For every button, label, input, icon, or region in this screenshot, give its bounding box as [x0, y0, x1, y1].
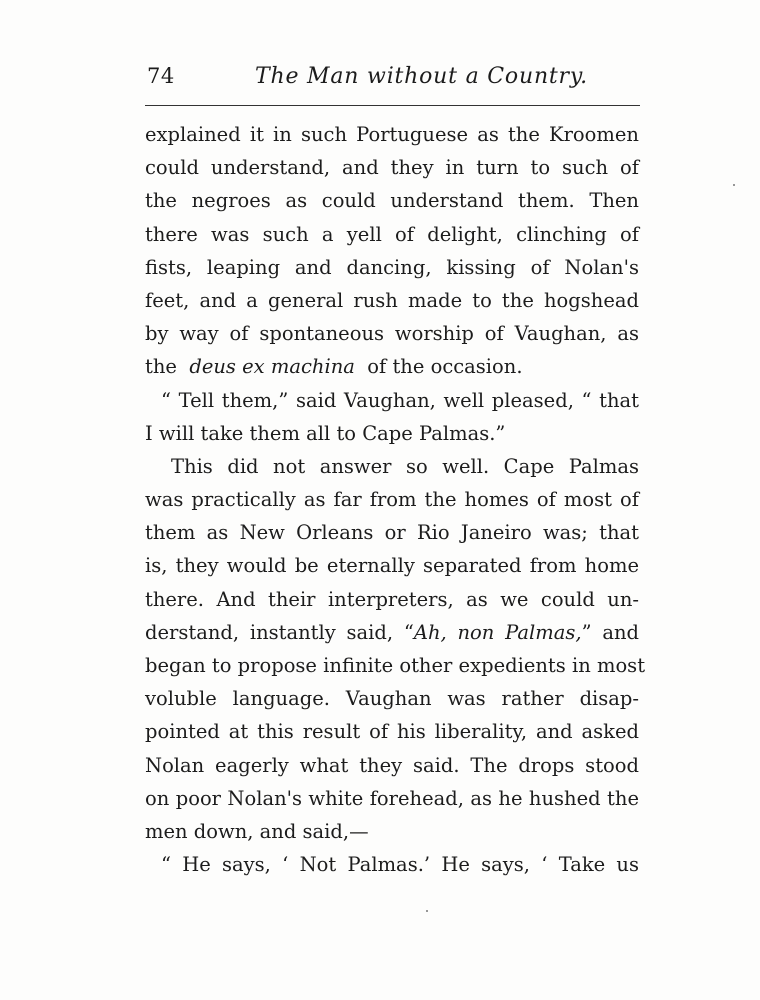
text-fragment: of the occasion.	[367, 355, 523, 379]
text-line: voluble language. Vaughan was rather disap-	[145, 687, 639, 711]
paper-speck	[733, 184, 735, 186]
text-line: is, they would be eternally separated from home	[145, 554, 639, 578]
text-line: was practically as far from the homes of most of	[145, 488, 639, 512]
body-text	[145, 118, 646, 881]
text-line: by way of spontaneous worship of Vaughan, as	[145, 322, 639, 346]
running-header	[145, 64, 640, 98]
text-line: “ Tell them,” said Vaughan, well pleased, “ that	[161, 388, 639, 412]
header-rule	[145, 105, 640, 106]
text-fragment: the	[145, 355, 177, 379]
text-line	[145, 350, 639, 383]
page-number: 74	[147, 64, 175, 88]
text-line: there. And their interpreters, as we could un-	[145, 587, 639, 611]
text-fragment: derstand, instantly said, “	[145, 620, 414, 644]
text-line: them as New Orleans or Rio Janeiro was; that	[145, 521, 639, 545]
text-line: explained it in such Portuguese as the Kroomen	[145, 123, 639, 146]
text-line: men down, and said,—	[145, 819, 369, 843]
text-line: there was such a yell of delight, clinching of	[145, 222, 639, 246]
italic-phrase: deus ex machina	[189, 355, 355, 379]
text-line: pointed at this result of his liberality, and asked	[145, 720, 639, 744]
running-title: The Man without a Country.	[255, 64, 588, 89]
text-fragment: ” and	[581, 620, 639, 644]
text-line: on poor Nolan's white forehead, as he hushed the	[145, 786, 639, 810]
text-line: feet, and a general rush made to the hogshead	[145, 288, 639, 312]
text-line: could understand, and they in turn to such of	[145, 156, 639, 180]
paper-speck	[426, 910, 428, 912]
text-line: fists, leaping and dancing, kissing of Nolan's	[145, 255, 639, 279]
text-line: This did not answer so well. Cape Palmas	[171, 454, 639, 478]
text-line: Nolan eagerly what they said. The drops stood	[145, 753, 639, 777]
text-line: I will take them all to Cape Palmas.”	[145, 421, 506, 445]
text-line: the negroes as could understand them. Then	[145, 189, 639, 213]
italic-phrase: Ah, non Palmas,	[413, 620, 582, 644]
text-line: began to propose infinite other expedients in most	[145, 654, 646, 677]
text-line	[145, 616, 639, 649]
text-line: “ He says, ‘ Not Palmas.’ He says, ‘ Take us	[161, 853, 639, 877]
